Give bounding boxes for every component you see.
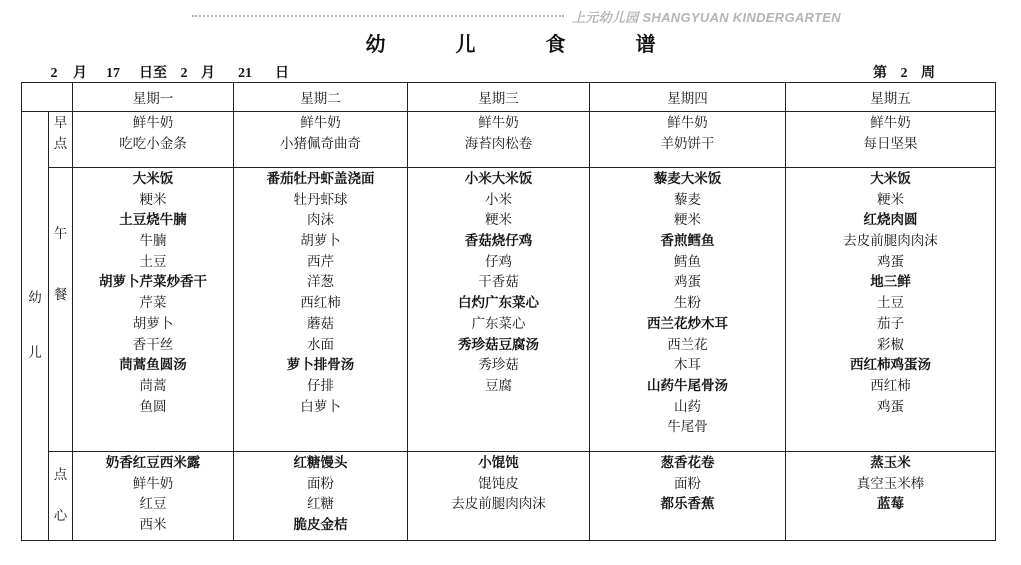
day-header: 星期一	[73, 83, 234, 112]
day-header: 星期三	[408, 83, 590, 112]
day-header: 星期五	[786, 83, 996, 112]
date-range	[35, 62, 289, 83]
ingredient: 藜麦	[674, 191, 701, 208]
ingredient: 每日坚果	[863, 135, 918, 152]
week-value: 2	[887, 66, 921, 83]
menu-cell	[590, 168, 786, 452]
ingredient: 鸡蛋	[674, 274, 701, 291]
ingredient: 仔鸡	[485, 253, 512, 270]
ingredient: 红豆	[139, 496, 167, 513]
ingredient: 去皮前腿肉肉沫	[843, 233, 938, 250]
dish-name: 葱香花卷	[660, 455, 715, 471]
dish-name: 奶香红豆西米露	[105, 455, 201, 471]
ingredient: 生粉	[674, 295, 701, 312]
ingredient: 粳米	[877, 191, 904, 208]
dish-name: 萝卜排骨汤	[286, 357, 355, 374]
ingredient: 牡丹虾球	[293, 191, 348, 208]
ingredient: 西兰花	[667, 336, 708, 353]
ingredient: 秀珍菇	[478, 357, 519, 374]
dish-name: 红糖馒头	[293, 455, 348, 471]
week-prefix: 第	[873, 65, 887, 81]
page-title	[0, 28, 1021, 57]
dish-name: 地三鲜	[870, 274, 911, 291]
ingredient: 胡萝卜	[132, 315, 174, 332]
meal-label-char: 心	[53, 508, 68, 524]
ingredient: 洋葱	[307, 274, 334, 291]
menu-cell	[408, 452, 590, 541]
ingredient: 西红柿	[870, 377, 911, 394]
kindergarten-brand: 上元幼儿园 SHANGYUAN KINDERGARTEN	[572, 10, 841, 25]
dish-name: 胡萝卜芹菜炒香干	[99, 274, 207, 291]
ingredient: 面粉	[674, 475, 701, 492]
lunch-row	[22, 168, 996, 452]
ingredient: 鲜牛奶	[870, 115, 911, 131]
ingredient: 粳米	[674, 212, 701, 229]
ingredient: 粳米	[139, 191, 167, 208]
title-char: 幼	[365, 32, 386, 56]
menu-cell	[73, 168, 234, 452]
end-day: 21	[215, 66, 275, 83]
ingredient: 山药	[674, 398, 701, 415]
day-header: 星期二	[234, 83, 408, 112]
title-char: 儿	[455, 32, 476, 56]
ingredient: 肉沫	[307, 212, 334, 229]
title-char: 谱	[635, 32, 656, 56]
ingredient: 香干丝	[132, 336, 174, 353]
dish-name: 香菇烧仔鸡	[464, 233, 533, 250]
dish-name: 西红柿鸡蛋汤	[850, 357, 931, 374]
dish-name: 藜麦大米饭	[653, 171, 722, 187]
menu-cell	[786, 112, 996, 168]
meal-label-char: 点	[53, 136, 68, 152]
ingredient: 去皮前腿肉肉沫	[451, 496, 546, 513]
menu-cell	[408, 168, 590, 452]
dish-name: 小馄饨	[478, 455, 519, 471]
meal-label-char: 点	[53, 467, 68, 483]
meal-label-char: 早	[53, 115, 68, 131]
ingredient: 海苔肉松卷	[464, 135, 533, 152]
dish-name: 红烧肉圆	[863, 212, 918, 229]
menu-cell	[408, 112, 590, 168]
month-label: 月	[73, 65, 87, 81]
ingredient: 西芹	[307, 253, 334, 270]
menu-cell	[786, 168, 996, 452]
meal-label-char: 餐	[53, 286, 68, 303]
ingredient: 仔排	[307, 377, 334, 394]
header-corner	[22, 83, 73, 112]
ingredient: 鱼圆	[139, 398, 167, 415]
dish-name: 白灼广东菜心	[458, 295, 539, 312]
day-header: 星期四	[590, 83, 786, 112]
dish-name: 蒸玉米	[870, 455, 911, 471]
ingredient: 彩椒	[877, 336, 904, 353]
menu-cell	[590, 452, 786, 541]
end-month: 2	[167, 66, 201, 83]
ingredient: 真空玉米棒	[856, 475, 925, 492]
dish-name: 大米饭	[870, 171, 911, 187]
dish-name: 秀珍菇豆腐汤	[458, 336, 539, 353]
ingredient: 广东菜心	[471, 315, 526, 332]
day-to-label: 日至	[139, 65, 167, 81]
title-char: 食	[545, 32, 566, 56]
group-label-char: 儿	[28, 345, 42, 361]
ingredient: 粳米	[485, 212, 512, 229]
menu-cell	[590, 112, 786, 168]
ingredient: 木耳	[674, 357, 701, 374]
menu-cell	[786, 452, 996, 541]
menu-cell	[234, 452, 408, 541]
group-label-cell	[22, 112, 49, 541]
breakfast-row	[22, 112, 996, 168]
dish-name: 蓝莓	[877, 496, 904, 513]
dish-name: 小米大米饭	[464, 171, 533, 187]
ingredient: 白萝卜	[300, 398, 341, 415]
ingredient: 鲜牛奶	[667, 115, 708, 131]
meal-label-char: 午	[53, 225, 68, 242]
dish-name: 茼蒿鱼圆汤	[119, 357, 187, 374]
ingredient: 面粉	[307, 475, 334, 492]
ingredient: 鸡蛋	[877, 398, 904, 415]
start-day: 17	[87, 66, 139, 83]
start-month: 2	[35, 66, 73, 83]
group-label-char: 幼	[28, 290, 42, 306]
menu-cell	[234, 168, 408, 452]
meal-label-lunch	[49, 168, 73, 452]
ingredient: 羊奶饼干	[660, 135, 715, 152]
dish-name: 番茄牡丹虾盖浇面	[266, 171, 375, 187]
ingredient: 鲜牛奶	[300, 115, 341, 131]
week-suffix: 周	[921, 65, 935, 81]
ingredient: 水面	[307, 336, 334, 353]
ingredient: 鲜牛奶	[478, 115, 519, 131]
menu-cell	[73, 112, 234, 168]
dish-name: 大米饭	[132, 171, 174, 187]
dish-name: 香煎鳕鱼	[660, 233, 715, 250]
menu-table	[21, 82, 996, 541]
dish-name: 西兰花炒木耳	[647, 315, 728, 332]
ingredient: 鲜牛奶	[132, 115, 174, 131]
ingredient: 茄子	[877, 315, 904, 332]
ingredient: 鸡蛋	[877, 253, 904, 270]
ingredient: 干香菇	[478, 274, 519, 291]
ingredient: 茼蒿	[139, 377, 167, 394]
ingredient: 土豆	[877, 295, 904, 312]
ingredient: 豆腐	[485, 377, 512, 394]
ingredient: 蘑菇	[307, 315, 334, 332]
day-header-row	[22, 83, 996, 112]
dish-name: 都乐香蕉	[660, 496, 715, 513]
ingredient: 小米	[485, 191, 512, 208]
ingredient: 馄饨皮	[478, 475, 519, 492]
snack-row	[22, 452, 996, 541]
ingredient: 牛腩	[139, 233, 167, 250]
day-label: 日	[275, 65, 289, 81]
ingredient: 胡萝卜	[300, 233, 341, 250]
meal-label-breakfast	[49, 112, 73, 168]
ingredient: 小猪佩奇曲奇	[280, 135, 361, 152]
ingredient: 鳕鱼	[674, 253, 701, 270]
dish-name: 山药牛尾骨汤	[647, 377, 728, 394]
menu-cell	[73, 452, 234, 541]
dish-name: 土豆烧牛腩	[119, 212, 187, 229]
meal-label-snack	[49, 452, 73, 541]
month-label: 月	[201, 65, 215, 81]
ingredient: 牛尾骨	[667, 419, 708, 436]
ingredient: 西米	[139, 517, 167, 534]
ingredient: 芹菜	[139, 295, 167, 312]
ingredient: 西红柿	[300, 295, 341, 312]
ingredient: 鲜牛奶	[132, 475, 174, 492]
header-dotted-rule	[192, 15, 564, 17]
dish-name: 脆皮金桔	[293, 517, 348, 534]
week-number	[873, 62, 935, 83]
ingredient: 土豆	[139, 253, 167, 270]
ingredient: 红糖	[307, 496, 334, 513]
menu-cell	[234, 112, 408, 168]
ingredient: 吃吃小金条	[119, 135, 187, 152]
